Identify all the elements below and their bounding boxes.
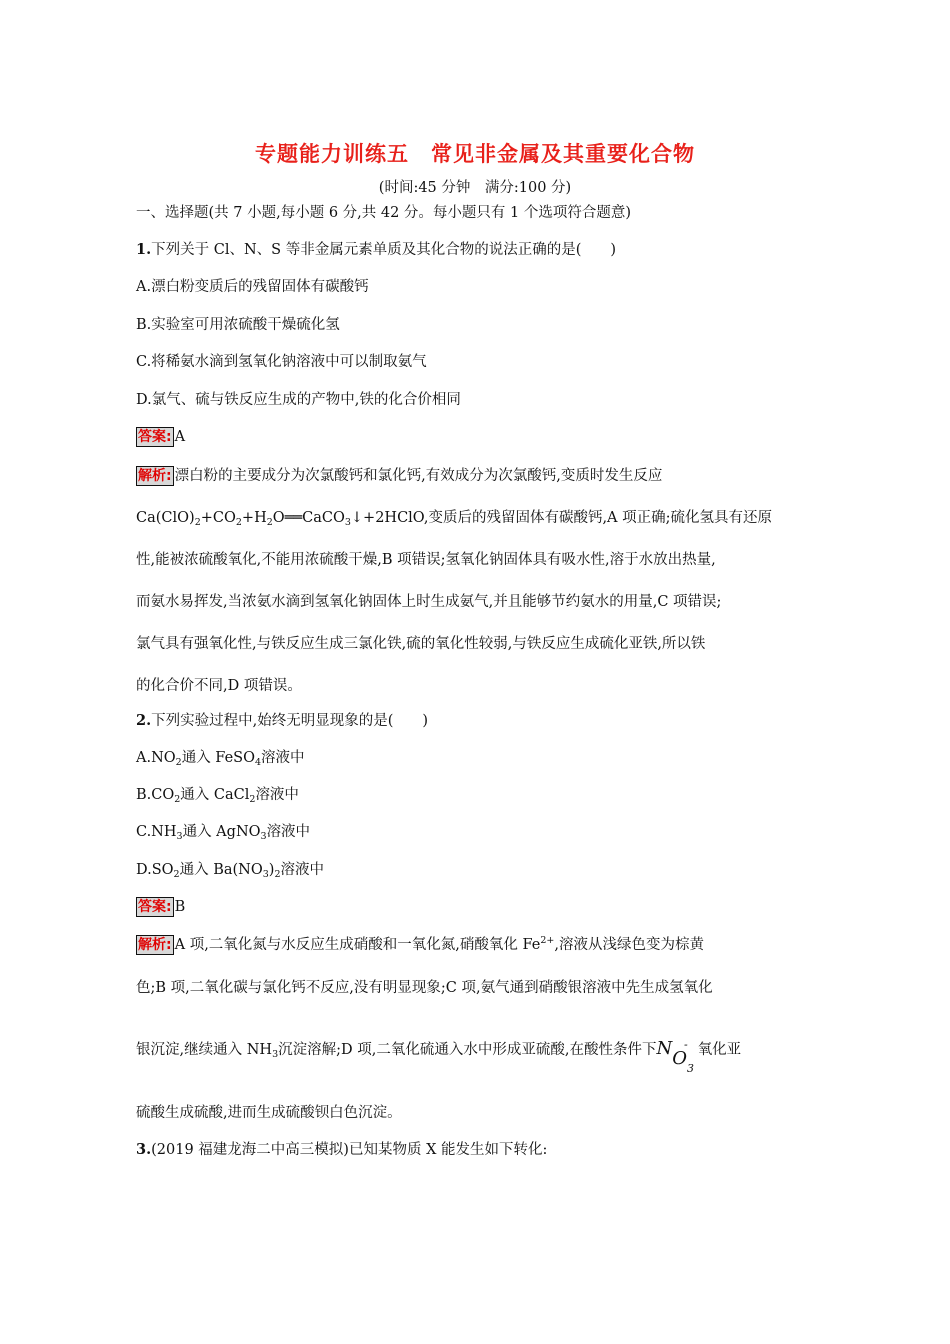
formula-part: CaCO bbox=[302, 510, 345, 526]
analysis-text: 漂白粉的主要成分为次氯酸钙和氯化钙,有效成分为次氯酸钙,变质时发生反应 bbox=[174, 468, 663, 484]
subscript: 3 bbox=[260, 831, 267, 842]
option-text: 溶液中 bbox=[261, 750, 305, 766]
nitrate-formula bbox=[656, 1038, 697, 1075]
equals-sign: ══ bbox=[284, 510, 303, 526]
q2-analysis-line-4: 硫酸生成硫酸,进而生成硫酸钡白色沉淀。 bbox=[136, 1105, 402, 1121]
question-text: 下列关于 Cl、N、S 等非金属元素单质及其化合物的说法正确的是( ) bbox=[151, 242, 617, 258]
q1-analysis-line-5: 氯气具有强氧化性,与铁反应生成三氯化铁,硫的氧化性较弱,与铁反应生成硫化亚铁,所以铁 bbox=[136, 636, 706, 652]
superscript: - bbox=[683, 1038, 688, 1051]
subscript: 2 bbox=[249, 794, 256, 805]
q2-answer bbox=[136, 897, 185, 917]
answer-label: 答案: bbox=[138, 899, 172, 915]
question-number: 2. bbox=[136, 712, 152, 729]
analysis-text: ,溶液从浅绿色变为棕黄 bbox=[554, 937, 704, 953]
subscript: 4 bbox=[254, 757, 262, 768]
analysis-text: 沉淀溶解;D 项,二氧化硫通入水中形成亚硫酸,在酸性条件下 bbox=[278, 1042, 657, 1058]
exam-meta: (时间:45 分钟 满分:100 分) bbox=[378, 180, 572, 196]
q2-option-a bbox=[136, 748, 305, 768]
q2-option-c bbox=[136, 822, 310, 842]
q2-option-b bbox=[136, 785, 299, 805]
superscript: 2+ bbox=[540, 935, 555, 946]
analysis-text: 银沉淀,继续通入 NH bbox=[136, 1042, 273, 1058]
formula-part: Ca(ClO) bbox=[136, 510, 195, 526]
question-text: (2019 福建龙海二中高三模拟)已知某物质 X 能发生如下转化: bbox=[151, 1142, 548, 1158]
subscript: 2 bbox=[266, 517, 273, 528]
option-text: 通入 FeSO bbox=[181, 750, 255, 766]
subscript: 3 bbox=[686, 1062, 694, 1075]
subscript: 2 bbox=[173, 869, 180, 880]
analysis-label: 解析: bbox=[138, 937, 172, 953]
question-2-stem bbox=[136, 711, 428, 731]
question-1-stem bbox=[136, 240, 616, 260]
analysis-text: 氧化亚 bbox=[697, 1042, 742, 1058]
option-text: C.NH bbox=[136, 824, 177, 840]
option-text: 通入 CaCl bbox=[180, 787, 250, 803]
answer-value: B bbox=[174, 899, 186, 915]
subscript: 3 bbox=[176, 831, 183, 842]
q1-option-c: C.将稀氨水滴到氢氧化钠溶液中可以制取氨气 bbox=[136, 354, 427, 370]
question-text: 下列实验过程中,始终无明显现象的是( ) bbox=[151, 713, 429, 729]
subscript: 3 bbox=[272, 1049, 279, 1060]
option-text: 通入 AgNO bbox=[182, 824, 261, 840]
subscript: 3 bbox=[344, 517, 351, 528]
formula-n: N bbox=[656, 1038, 673, 1059]
option-text: 溶液中 bbox=[255, 787, 299, 803]
analysis-text: A 项,二氧化氮与水反应生成硝酸和一氧化氮,硝酸氧化 Fe bbox=[174, 937, 541, 953]
q2-analysis-line-3 bbox=[136, 1038, 742, 1075]
formula-part: +H bbox=[241, 510, 267, 526]
q1-option-a: A.漂白粉变质后的残留固体有碳酸钙 bbox=[136, 279, 369, 295]
subscript: 2 bbox=[175, 757, 182, 768]
question-number: 1. bbox=[136, 241, 152, 258]
q1-option-b: B.实验室可用浓硫酸干燥硫化氢 bbox=[136, 317, 340, 333]
q2-analysis-line-1 bbox=[136, 935, 704, 955]
question-3-stem bbox=[136, 1140, 547, 1160]
q1-answer bbox=[136, 427, 185, 447]
option-text: A.NO bbox=[136, 750, 176, 766]
q1-analysis-line-6: 的化合价不同,D 项错误。 bbox=[136, 678, 302, 694]
subscript: 2 bbox=[235, 517, 242, 528]
analysis-label: 解析: bbox=[138, 468, 172, 484]
option-text: ) bbox=[268, 862, 275, 878]
option-text: B.CO bbox=[136, 787, 175, 803]
answer-value: A bbox=[174, 429, 186, 445]
formula-o: O bbox=[672, 1048, 687, 1069]
q1-analysis-line-1 bbox=[136, 466, 662, 486]
option-text: 溶液中 bbox=[266, 824, 311, 840]
subscript: 3 bbox=[262, 869, 269, 880]
q1-analysis-line-4: 而氨水易挥发,当浓氨水滴到氢氧化钠固体上时生成氨气,并且能够节约氨水的用量,C 项错误; bbox=[136, 594, 722, 610]
q2-option-d bbox=[136, 860, 324, 880]
q1-option-d: D.氯气、硫与铁反应生成的产物中,铁的化合价相同 bbox=[136, 392, 461, 408]
subscript: 2 bbox=[274, 869, 281, 880]
q2-analysis-line-2: 色;B 项,二氧化碳与氯化钙不反应,没有明显现象;C 项,氨气通到硝酸银溶液中先生成氢氧化 bbox=[136, 980, 713, 996]
subscript: 2 bbox=[174, 794, 181, 805]
subscript: 2 bbox=[194, 517, 201, 528]
formula-part: O bbox=[272, 510, 285, 526]
option-text: D.SO bbox=[136, 862, 174, 878]
formula-o3 bbox=[672, 1048, 694, 1075]
formula-part: +CO bbox=[200, 510, 236, 526]
question-number: 3. bbox=[136, 1141, 152, 1158]
option-text: 溶液中 bbox=[280, 862, 325, 878]
option-text: 通入 Ba(NO bbox=[179, 862, 263, 878]
answer-label: 答案: bbox=[138, 429, 172, 445]
page-title: 专题能力训练五 常见非金属及其重要化合物 bbox=[255, 142, 695, 166]
formula-part: ↓+2HClO,变质后的残留固体有碳酸钙,A 项正确;硫化氢具有还原 bbox=[350, 510, 773, 526]
section-heading: 一、选择题(共 7 小题,每小题 6 分,共 42 分。每小题只有 1 个选项符合题意) bbox=[136, 205, 632, 221]
q1-analysis-equation-line bbox=[136, 508, 772, 528]
q1-analysis-line-3: 性,能被浓硫酸氧化,不能用浓硫酸干燥,B 项错误;氢氧化钠固体具有吸水性,溶于水放出热量, bbox=[136, 552, 716, 568]
